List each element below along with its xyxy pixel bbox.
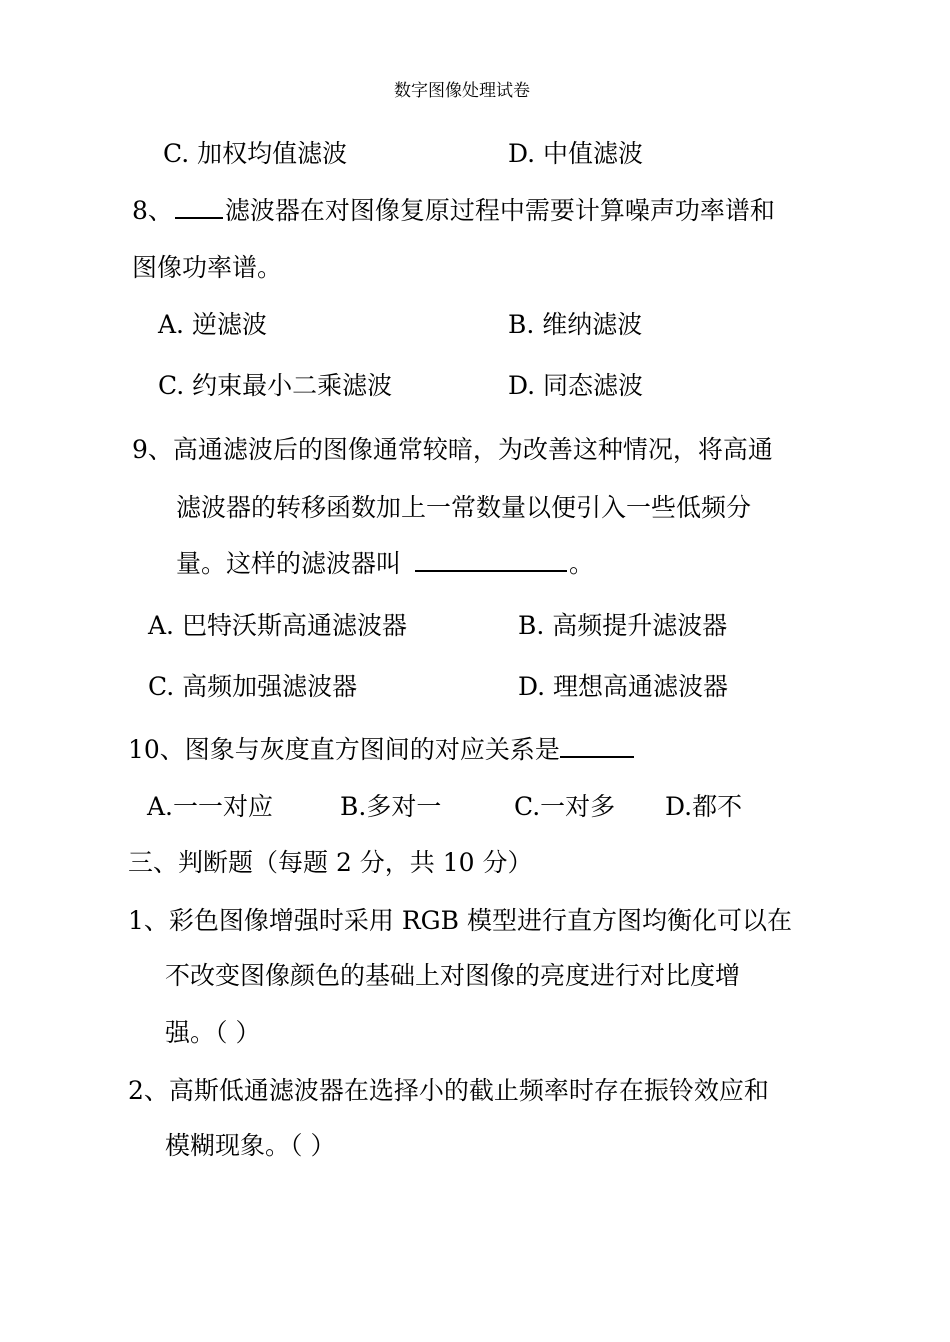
- tf2-line-1: 2、高斯低通滤波器在选择小的截止频率时存在振铃效应和: [128, 1076, 769, 1105]
- q8-number: 8、: [132, 196, 173, 225]
- page-header: 数字图像处理试卷: [394, 81, 530, 101]
- q8-option-c: C. 约束最小二乘滤波: [158, 371, 393, 400]
- q10-option-d: D.都不: [665, 792, 743, 821]
- q9-option-a: A. 巴特沃斯高通滤波器: [148, 611, 407, 640]
- q10-option-a: A.一一对应: [147, 792, 274, 821]
- q9-line-2: 滤波器的转移函数加上一常数量以便引入一些低频分: [176, 493, 752, 522]
- q9-option-d: D. 理想高通滤波器: [518, 672, 729, 701]
- q10-option-c: C.一对多: [514, 792, 616, 821]
- q9-blank: [415, 548, 567, 572]
- q10-line-1: [128, 733, 636, 767]
- q7-option-c: C. 加权均值滤波: [163, 139, 348, 168]
- q8-blank: [175, 195, 223, 219]
- q10-text: 10、图象与灰度直方图间的对应关系是: [128, 735, 560, 764]
- q8-line-2: 图像功率谱。: [132, 253, 283, 282]
- q10-option-b: B.多对一: [340, 792, 442, 821]
- section-3-title: 三、判断题（每题 2 分，共 10 分）: [128, 848, 533, 877]
- q9-option-b: B. 高频提升滤波器: [518, 611, 728, 640]
- q10-blank: [560, 734, 634, 758]
- q9-text: 量。这样的滤波器叫: [176, 549, 402, 578]
- q9-line-1: 9、高通滤波后的图像通常较暗，为改善这种情况，将高通: [132, 435, 773, 464]
- tf1-line-2: 不改变图像颜色的基础上对图像的亮度进行对比度增: [165, 961, 741, 990]
- q8-text: 滤波器在对图像复原过程中需要计算噪声功率谱和: [224, 196, 775, 225]
- q8-option-b: B. 维纳滤波: [508, 310, 643, 339]
- q8-line-1: [132, 194, 775, 228]
- q8-option-d: D. 同态滤波: [508, 371, 644, 400]
- tf1-line-3: 强。（ ）: [165, 1018, 261, 1047]
- tf2-line-2: 模糊现象。（ ）: [165, 1131, 336, 1160]
- q9-period: 。: [569, 549, 595, 578]
- q9-line-3: [176, 547, 594, 581]
- q9-option-c: C. 高频加强滤波器: [148, 672, 358, 701]
- q7-option-d: D. 中值滤波: [508, 139, 644, 168]
- tf1-line-1: 1、彩色图像增强时采用 RGB 模型进行直方图均衡化可以在: [128, 906, 792, 935]
- q8-option-a: A. 逆滤波: [158, 310, 267, 339]
